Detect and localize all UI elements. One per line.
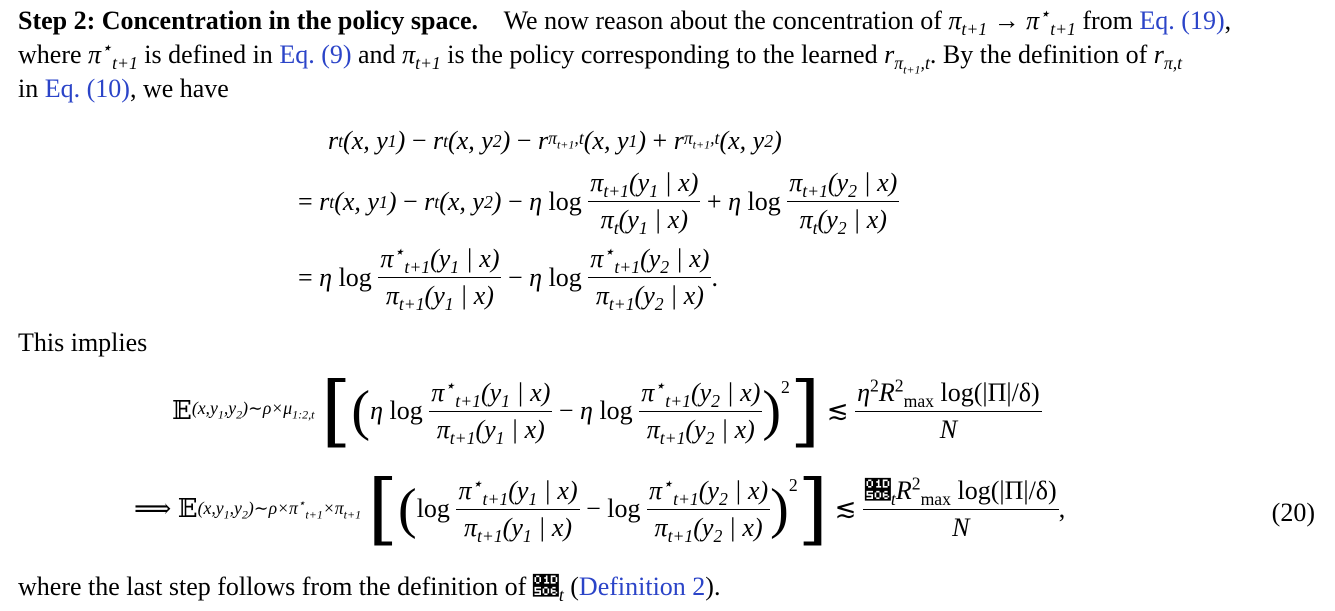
paragraph-line-2 (18, 37, 1183, 77)
text: from (1082, 6, 1133, 35)
fraction: $\frac{\pi^⋆_{t+1}(y_2 | x)}{\pi_{t+1}(y_2 | x)}$ (641, 374, 761, 448)
definition2-link[interactable]: Definition 2 (578, 572, 706, 601)
math-inline: $\pi_{t+1} \to \pi^⋆_{t+1}$ (948, 3, 1076, 40)
equation-number: (20) (1271, 498, 1315, 527)
fraction: $\frac{𝔆_tR^2_{max} \log(|\Pi|/\delta)}{N}$ (864, 472, 1057, 542)
fraction: $\frac{\pi^⋆_{t+1}(y_2 | x)}{\pi_{t+1}(y_2 | x)}$ (590, 241, 710, 315)
step-heading: Step 2: Concentration in the policy space. (18, 6, 479, 35)
fraction: $\frac{\pi_{t+1}(y_1 | x)}{\pi_t(y_1 | x)}$ (590, 168, 699, 239)
eq10-link[interactable]: Eq. (10) (44, 74, 130, 103)
equation1-row2: = r t (x, y 1 ) − r t (x, y 2 ) − η log $\frac{\pi_{t+1}(y_1 | x)}{\pi_t(y_1 | x)}$ + η log $\frac{\pi_{t+1}(y_2 | x)}{\pi_t(y_2 | x)}$ (298, 168, 898, 239)
math-inline: $\pi_{t+1}$ (402, 40, 441, 74)
text: . By the definition of (929, 40, 1148, 69)
text: where (18, 40, 82, 69)
equation1-row3: = η log $\frac{\pi^⋆_{t+1}(y_1 | x)}{\pi_{t+1}(y_1 | x)}$ − η log $\frac{\pi^⋆_{t+1}(y_2 | x)}{\pi_{t+1}(y_2 | x)}$ . (298, 241, 718, 315)
text: where the last step follows from the definition of (18, 572, 527, 601)
paragraph-line-3 (18, 76, 229, 102)
fraction: $\frac{\eta^2R^2_{max} \log(|\Pi|/\delta)}{N}$ (857, 374, 1040, 444)
fraction: $\frac{\pi^⋆_{t+1}(y_1 | x)}{\pi_{t+1}(y_1 | x)}$ (458, 472, 578, 546)
text: is defined in (144, 40, 273, 69)
math-inline: $\pi^⋆_{t+1}$ (88, 37, 138, 74)
math-inline: $𝔆_t$ (532, 572, 564, 606)
fraction: $\frac{\pi^⋆_{t+1}(y_2 | x)}{\pi_{t+1}(y_2 | x)}$ (649, 472, 769, 546)
eq19-link[interactable]: Eq. (19) (1139, 6, 1225, 35)
fraction: $\frac{\pi^⋆_{t+1}(y_1 | x)}{\pi_{t+1}(y_1 | x)}$ (380, 241, 500, 315)
equation2-row1: 𝔼 $(x,y_1,y_2)\sim\rho\times\mu_{1:2,t}$ [ ( η log $\frac{\pi^⋆_{t+1}(y_1 | x)}{\pi_{t+1}(y_1 | x)}$ − η log $\frac{\pi^⋆_{t+1}(y_2 | x)}{\pi_{t+1}(y_2 | x)}$ ) $^2$ ] ≲ $\frac{\eta^2R^2_{max} \log(|\Pi|/\delta)}{N}$ (172, 366, 1040, 456)
text: and (358, 40, 396, 69)
math-inline: $r_{\pi_{t+1},t}$ (884, 40, 930, 77)
text: in (18, 74, 39, 103)
paragraph-this-implies: This implies (18, 328, 148, 357)
paragraph-line-final: where the last step follows from the definition of $𝔆_t$ (Definition 2). (18, 572, 721, 606)
math-inline: $r_{\pi,t}$ (1153, 40, 1183, 74)
fraction: $\frac{\pi_{t+1}(y_2 | x)}{\pi_t(y_2 | x)}$ (789, 168, 898, 239)
paragraph-line-1: Step 2: Concentration in the policy space. We now reason about the concentration of $\pi_{t+1} \to \pi^⋆_{t+1}$ from Eq. (19), (18, 3, 1232, 40)
text: is the policy corresponding to the learned (447, 40, 878, 69)
eq9-link[interactable]: Eq. (9) (279, 40, 352, 69)
text: , we have (129, 74, 229, 103)
equation2-row2: ⟹ 𝔼 $(x,y_1,y_2)\sim\rho\times\pi^⋆_{t+1}\times\pi_{t+1}$ [ ( log $\frac{\pi^⋆_{t+1}(y_1 | x)}{\pi_{t+1}(y_1 | x)}$ − log $\frac{\pi^⋆_{t+1}(y_2 | x)}{\pi_{t+1}(y_2 | x)}$ ) $^2$ ] ≲ $\frac{𝔆_tR^2_{max} \log(|\Pi|/\delta)}{N}$ , (134, 464, 1066, 554)
equation1-row1: r t (x, y 1 ) − r t (x, y 2 ) − r $\pi_{t+1},t$ (x, y 1 ) + r $\pi_{t+1},t$ (x, y 2 ) (328, 126, 782, 155)
text: We now reason about the concentration of (503, 6, 942, 35)
fraction: $\frac{\pi^⋆_{t+1}(y_1 | x)}{\pi_{t+1}(y_1 | x)}$ (431, 374, 551, 448)
text: ). (705, 572, 721, 601)
